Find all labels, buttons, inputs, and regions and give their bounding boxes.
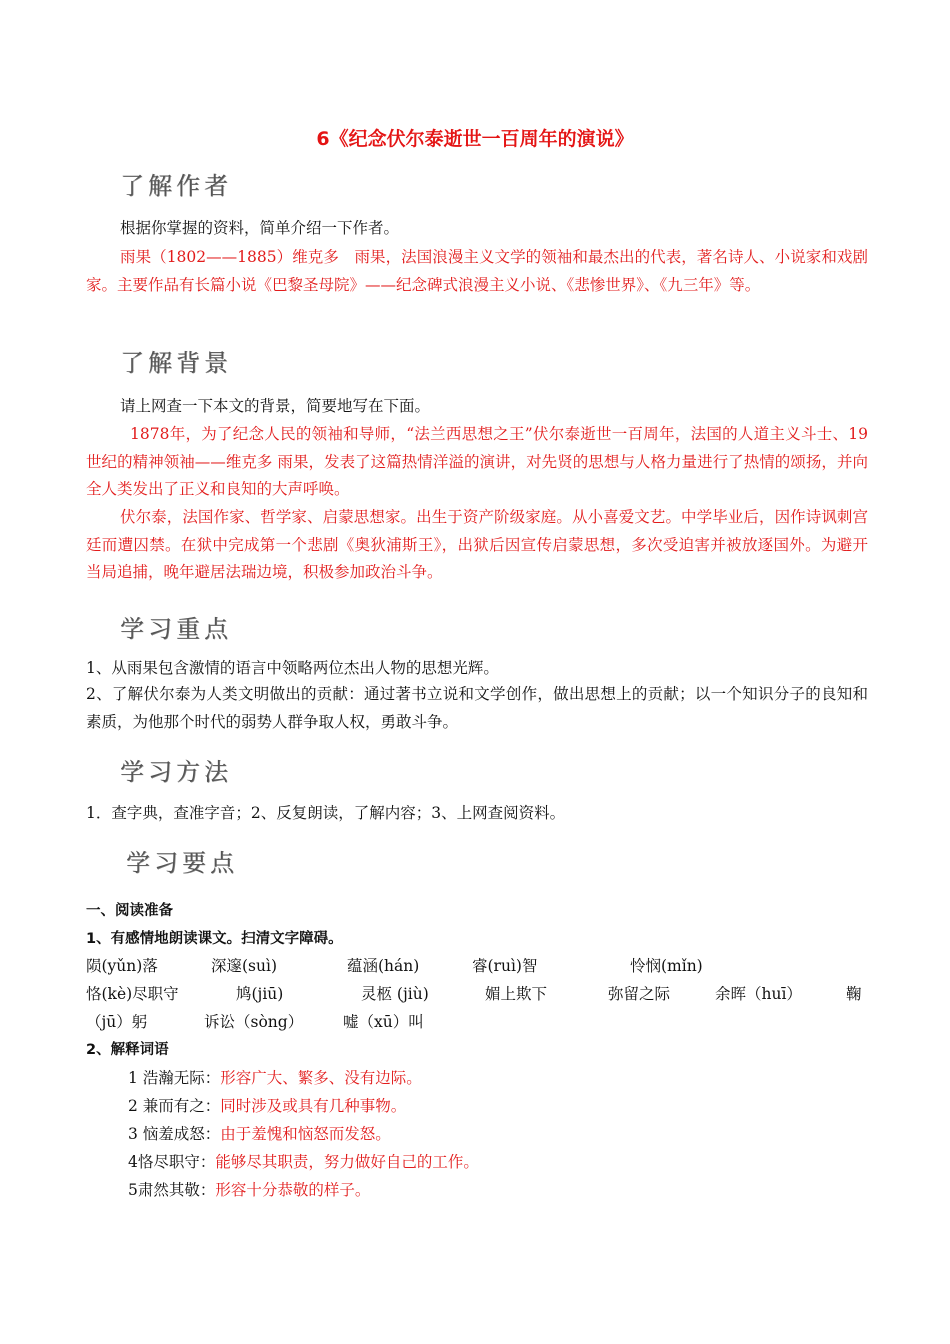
- term: 5肃然其敬：: [128, 1181, 216, 1199]
- vocab-word: 蕴涵(hán): [347, 957, 420, 975]
- term: 3 恼羞成怒：: [128, 1125, 221, 1143]
- definition-item: [128, 1096, 406, 1116]
- method-text: 1．查字典，查准字音；2、反复朗读，了解内容；3、上网查阅资料。: [86, 804, 566, 822]
- vocab-word: 嘘（xū）叫: [343, 1013, 424, 1031]
- vocab-word: 弥留之际: [608, 985, 671, 1003]
- section-heading-points: 学习要点: [126, 849, 238, 877]
- author-prompt: 根据你掌握的资料，简单介绍一下作者。: [120, 219, 400, 237]
- vocab-word: 陨(yǔn)落: [86, 957, 158, 975]
- reading-prep-heading: 一、阅读准备: [86, 903, 173, 919]
- vocab-word: 怜悯(mǐn): [630, 957, 703, 975]
- term-definition: 能够尽其职责，努力做好自己的工作。: [215, 1153, 479, 1171]
- definitions-heading: 2、解释词语: [86, 1042, 169, 1058]
- focus-item-2: 2、了解伏尔泰为人类文明做出的贡献：通过著书立说和文学创作，做出思想上的贡献；以一个知识分子的良知和素质，为他那个时代的弱势人群争取人权，勇敢斗争。: [86, 685, 868, 731]
- term-definition: 同时涉及或具有几种事物。: [220, 1097, 407, 1115]
- term-definition: 形容十分恭敬的样子。: [215, 1181, 371, 1199]
- section-heading-focus: 学习重点: [120, 615, 232, 643]
- definition-item: [128, 1124, 391, 1144]
- vocab-word: 媚上欺下: [485, 985, 548, 1003]
- vocab-word: 深邃(suì): [211, 957, 277, 975]
- vocab-word: 睿(ruì)智: [472, 957, 538, 975]
- pronunciation-heading: 1、有感情地朗读课文。扫清文字障碍。: [86, 931, 343, 947]
- term-definition: 由于羞愧和恼怒而发怒。: [220, 1125, 391, 1143]
- vocab-word: 灵柩 (jiù): [361, 985, 429, 1003]
- term-definition: 形容广大、繁多、没有边际。: [220, 1069, 422, 1087]
- term: 1 浩瀚无际：: [128, 1069, 221, 1087]
- vocab-word: 鞠: [846, 985, 862, 1003]
- author-answer: 雨果（1802——1885）维克多 雨果，法国浪漫主义文学的领袖和最杰出的代表，著名诗人、小说家和戏剧家。主要作品有长篇小说《巴黎圣母院》——纪念碑式浪漫主义小说、《悲惨世界》、《九三年》等。: [86, 248, 868, 294]
- background-paragraph-2: 伏尔泰，法国作家、哲学家、启蒙思想家。出生于资产阶级家庭。从小喜爱文艺。中学毕业后，因作诗讽刺宫廷而遭囚禁。在狱中完成第一个悲剧《奥狄浦斯王》，出狱后因宣传启蒙思想，多次受迫害并被放逐国外。为避开当局追捕，晚年避居法瑞边境，积极参加政治斗争。: [86, 508, 868, 581]
- vocab-word: 余晖（huī）: [715, 985, 802, 1003]
- vocab-word: （jū）躬: [86, 1013, 148, 1031]
- definition-item: [128, 1180, 370, 1200]
- section-heading-author: 了解作者: [120, 172, 232, 200]
- background-prompt: 请上网查一下本文的背景，简要地写在下面。: [120, 397, 431, 415]
- term: 4恪尽职守：: [128, 1153, 216, 1171]
- vocab-word: 恪(kè)尽职守: [86, 985, 179, 1003]
- vocab-word: 鸠(jiū): [236, 985, 284, 1003]
- term: 2 兼而有之：: [128, 1097, 221, 1115]
- page-title: 6《纪念伏尔泰逝世一百周年的演说》: [316, 128, 634, 150]
- background-paragraph-1: 1878年，为了纪念人民的领袖和导师，“法兰西思想之王”伏尔泰逝世一百周年，法国的人道主义斗士、19世纪的精神领袖——维克多 雨果，发表了这篇热情洋溢的演讲，对先贤的思想与人格力量进行了热情的颂扬，并向全人类发出了正义和良知的大声呼唤。: [86, 425, 868, 498]
- focus-item-1: 1、从雨果包含激情的语言中领略两位杰出人物的思想光辉。: [86, 659, 499, 677]
- definition-item: [128, 1152, 479, 1172]
- vocab-word: 诉讼（sòng）: [204, 1013, 304, 1031]
- section-heading-method: 学习方法: [120, 758, 232, 786]
- definition-item: [128, 1068, 422, 1088]
- section-heading-background: 了解背景: [120, 349, 232, 377]
